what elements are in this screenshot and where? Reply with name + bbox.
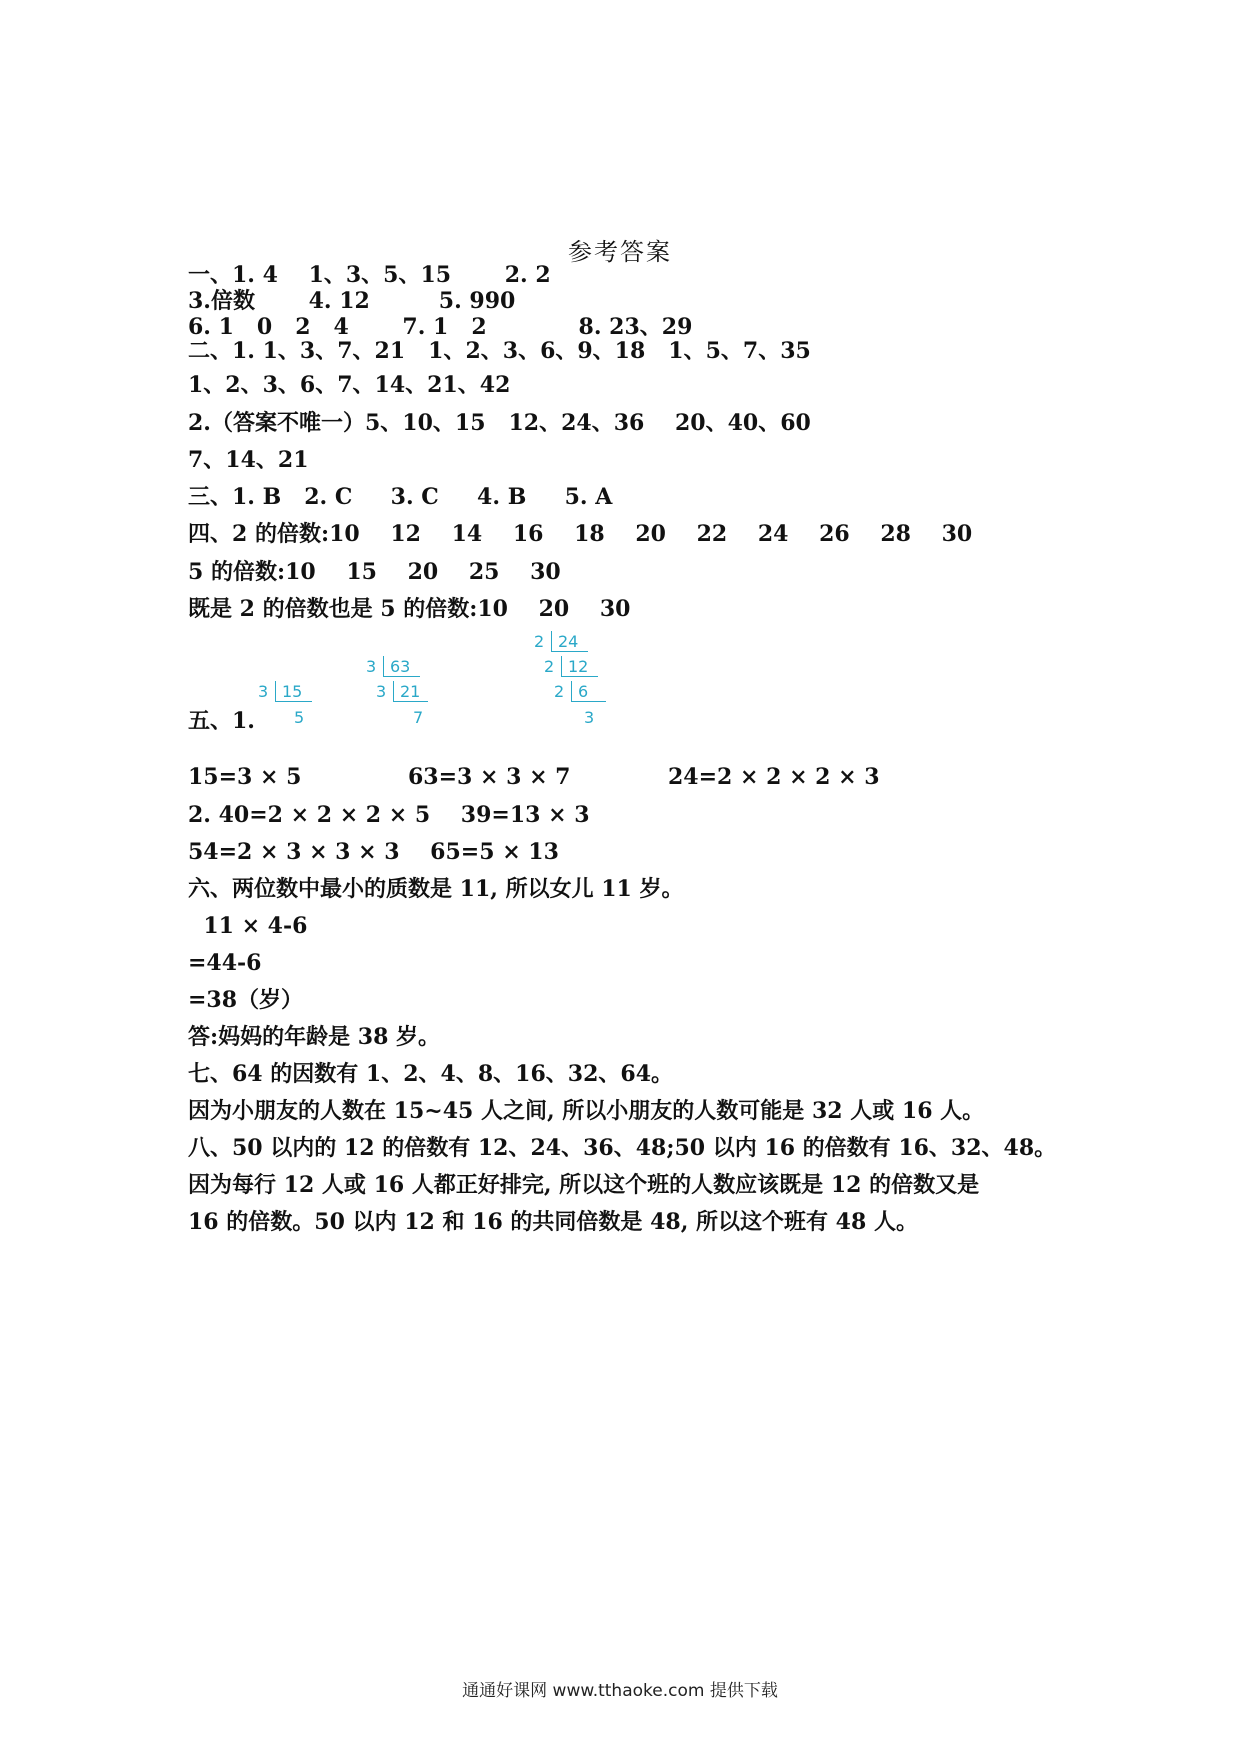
factorization-15: 15=3 × 5 — [188, 764, 302, 790]
answer-section-7-line-1: 七、64 的因数有 1、2、4、8、16、32、64。 — [188, 1061, 674, 1087]
factorization-63: 63=3 × 3 × 7 — [408, 764, 571, 790]
answer-section-4-line-1: 四、2 的倍数:10 12 14 16 18 20 22 24 26 28 30 — [188, 521, 973, 547]
footer-source: 通通好课网 www.tthaoke.com 提供下载 — [462, 1681, 778, 1701]
divisor: 2 — [534, 632, 545, 651]
dividend: 12 — [568, 657, 589, 676]
answer-section-5-line-2: 2. 40=2 × 2 × 2 × 5 39=13 × 3 — [188, 802, 590, 828]
answer-section-4-line-3: 既是 2 的倍数也是 5 的倍数:10 20 30 — [188, 596, 631, 622]
answer-section-8-line-2: 因为每行 12 人或 16 人都正好排完, 所以这个班的人数应该既是 12 的倍数又是 — [188, 1172, 980, 1198]
dividend: 15 — [282, 682, 303, 701]
answer-section-4-line-2: 5 的倍数:10 15 20 25 30 — [188, 559, 561, 585]
answer-section-2-line-2: 1、2、3、6、7、14、21、42 — [188, 372, 511, 398]
answer-section-3: 三、1. B 2. C 3. C 4. B 5. A — [188, 484, 613, 510]
quotient: 7 — [413, 708, 424, 727]
dividend: 24 — [558, 632, 579, 651]
answer-section-6-line-2: 11 × 4-6 — [188, 913, 308, 939]
answer-section-8-line-1: 八、50 以内的 12 的倍数有 12、24、36、48;50 以内 16 的倍数有 16、32、48。 — [188, 1135, 1057, 1161]
divisor: 2 — [544, 657, 555, 676]
quotient: 5 — [294, 708, 305, 727]
divisor: 3 — [366, 657, 377, 676]
answer-section-2-line-3: 2.（答案不唯一）5、10、15 12、24、36 20、40、60 — [188, 410, 811, 436]
answer-section-1-line-1: 一、1. 4 1、3、5、15 2. 2 — [188, 262, 551, 288]
dividend: 6 — [578, 682, 589, 701]
answer-section-6-answer: 答:妈妈的年龄是 38 岁。 — [188, 1024, 441, 1050]
divisor: 2 — [554, 682, 565, 701]
answer-section-8-line-3: 16 的倍数。50 以内 12 和 16 的共同倍数是 48, 所以这个班有 48 人。 — [188, 1209, 918, 1235]
page-title: 参考答案 — [568, 238, 672, 266]
answer-section-5-line-3: 54=2 × 3 × 3 × 3 65=5 × 13 — [188, 839, 559, 865]
answer-section-5-heading: 五、1. — [188, 708, 255, 734]
dividend: 21 — [400, 682, 421, 701]
answer-section-1-line-3: 6. 1 0 2 4 7. 1 2 8. 23、29 — [188, 314, 693, 340]
division-bracket — [571, 681, 606, 702]
divisor: 3 — [258, 682, 269, 701]
answer-section-6-line-4: =38（岁） — [188, 987, 304, 1013]
answer-section-6-line-1: 六、两位数中最小的质数是 11, 所以女儿 11 岁。 — [188, 876, 684, 902]
factorization-24: 24=2 × 2 × 2 × 3 — [668, 764, 880, 790]
divisor: 3 — [376, 682, 387, 701]
answer-section-2-line-1: 二、1. 1、3、7、21 1、2、3、6、9、18 1、5、7、35 — [188, 338, 811, 364]
dividend: 63 — [390, 657, 411, 676]
answer-section-1-line-2: 3.倍数 4. 12 5. 990 — [188, 288, 516, 314]
answer-section-2-line-4: 7、14、21 — [188, 447, 309, 473]
answer-section-7-line-2: 因为小朋友的人数在 15~45 人之间, 所以小朋友的人数可能是 32 人或 16 人。 — [188, 1098, 985, 1124]
quotient: 3 — [584, 708, 595, 727]
answer-section-6-line-3: =44-6 — [188, 950, 262, 976]
